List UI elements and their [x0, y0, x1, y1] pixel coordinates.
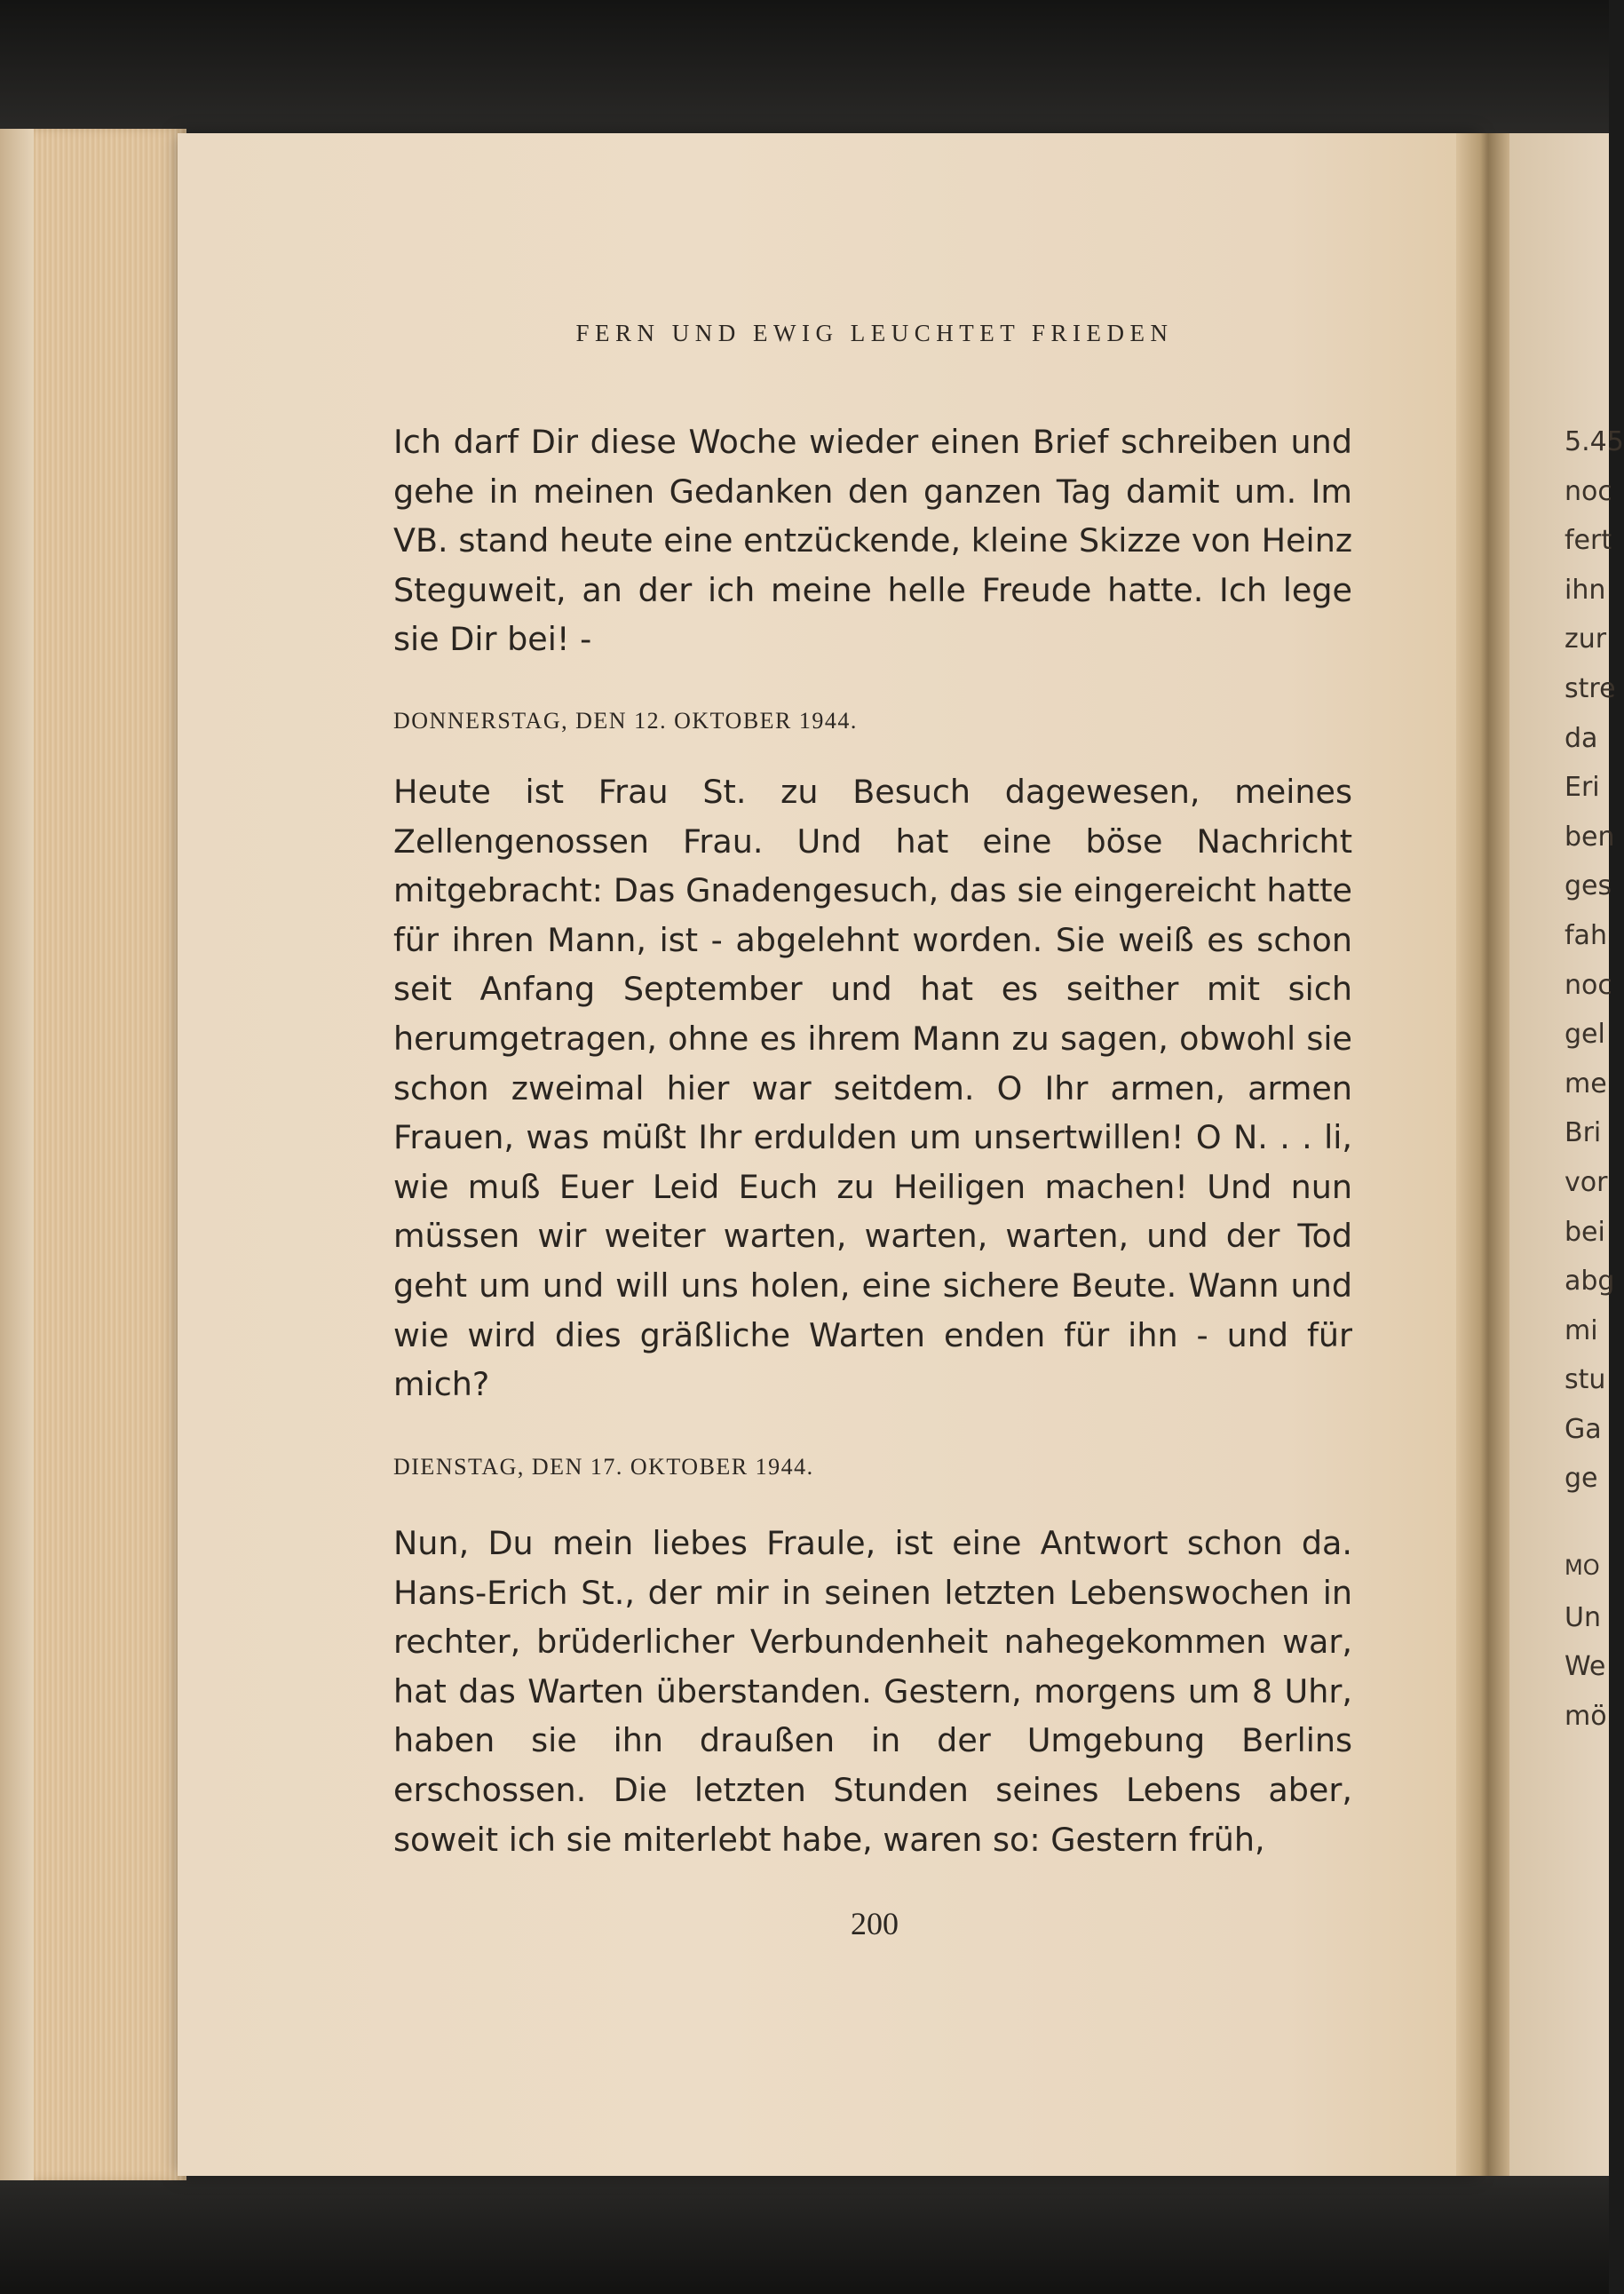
paragraph: Ich darf Dir diese Woche wieder einen Brief schreiben und gehe in meinen Gedanken den ganzen Tag damit um. Im VB. stand heute eine entzückende, kleine Skizze von Heinz Steguweit, an der ich meine helle Freude hatte. Ich lege sie Dir bei! - [393, 423, 1352, 659]
fragment-line: Eri [1565, 772, 1600, 804]
fragment-line: stre [1565, 672, 1616, 704]
book-cover-rim [0, 129, 34, 2180]
dark-background-bottom [0, 2176, 1609, 2294]
fragment-line: ben [1565, 821, 1615, 853]
date-heading: DONNERSTAG, DEN 12. OKTOBER 1944. [393, 708, 858, 734]
page-number: 200 [851, 1906, 899, 1941]
fragment-line: mö [1565, 1700, 1607, 1732]
fragment-line: fert [1565, 525, 1612, 557]
facing-page-text-fragments [1565, 417, 1624, 1741]
fragment-line: noc [1565, 969, 1612, 1001]
fragment-line: ge [1565, 1463, 1598, 1495]
fragment-line: Ga [1565, 1413, 1602, 1445]
running-head: FERN UND EWIG LEUCHTET FRIEDEN [575, 320, 1174, 346]
fragment-spacer [1565, 1504, 1609, 1544]
fragment-line: 5.45 [1565, 426, 1624, 457]
fragment-line: me [1565, 1068, 1607, 1099]
fragment-line: We [1565, 1651, 1606, 1683]
fragment-line: mi [1565, 1314, 1598, 1346]
fragment-line: gel [1565, 1019, 1605, 1051]
fragment-line: stu [1565, 1364, 1606, 1396]
paragraph: Heute ist Frau St. zu Besuch dagewesen, meines Zellengenossen Frau. Und hat eine böse Nachricht mitgebracht: Das Gnadengesuch, das sie eingereicht hatte für ihren Mann, ist - abgelehnt worden. Sie weiß es schon seit Anfang September und hat es seither mit sich herumgetragen, ohne es ihrem Mann zu sagen, obwohl sie schon zweimal hier war seitdem. O Ihr armen, armen Frauen, was müßt Ihr erdulden um unsertwillen! O N. . . li, wie muß Euer Leid Euch zu Heiligen machen! Und nun müssen wir weiter warten, warten, warten, und der Tod geht um und will uns holen, eine sichere Beute. Wann und wie wird dies gräßliche Warten enden für ihn - und für mich? [393, 773, 1352, 1404]
fragment-line: ihn [1565, 574, 1606, 606]
fragment-line: Bri [1565, 1117, 1602, 1149]
fragment-heading: MO [1565, 1555, 1600, 1581]
fragment-line: ges [1565, 870, 1612, 902]
date-heading: DIENSTAG, DEN 17. OKTOBER 1944. [393, 1454, 814, 1480]
paragraph: Nun, Du mein liebes Fraule, ist eine Antwort schon da. Hans-Erich St., der mir in seinen letzten Lebenswochen in rechter, brüderlicher Verbundenheit nahegekommen war, hat das Warten überstanden. Gestern, morgens um 8 Uhr, haben sie ihn draußen in der Umgebung Berlins erschossen. Die letzten Stunden seines Lebens aber, soweit ich sie miterlebt habe, waren so: Gestern früh, [393, 1524, 1352, 1859]
dark-background-top [0, 0, 1609, 133]
fragment-line: zur [1565, 623, 1607, 655]
fragment-line: vor [1565, 1166, 1608, 1198]
page-body [393, 417, 1352, 1864]
fragment-line: fah [1565, 919, 1607, 951]
fragment-line: da [1565, 722, 1598, 754]
book-gutter [1456, 133, 1509, 2176]
fragment-line: abg [1565, 1266, 1615, 1298]
fragment-line: Un [1565, 1601, 1601, 1633]
fragment-line: bei [1565, 1216, 1605, 1248]
fragment-line: noc [1565, 475, 1612, 507]
